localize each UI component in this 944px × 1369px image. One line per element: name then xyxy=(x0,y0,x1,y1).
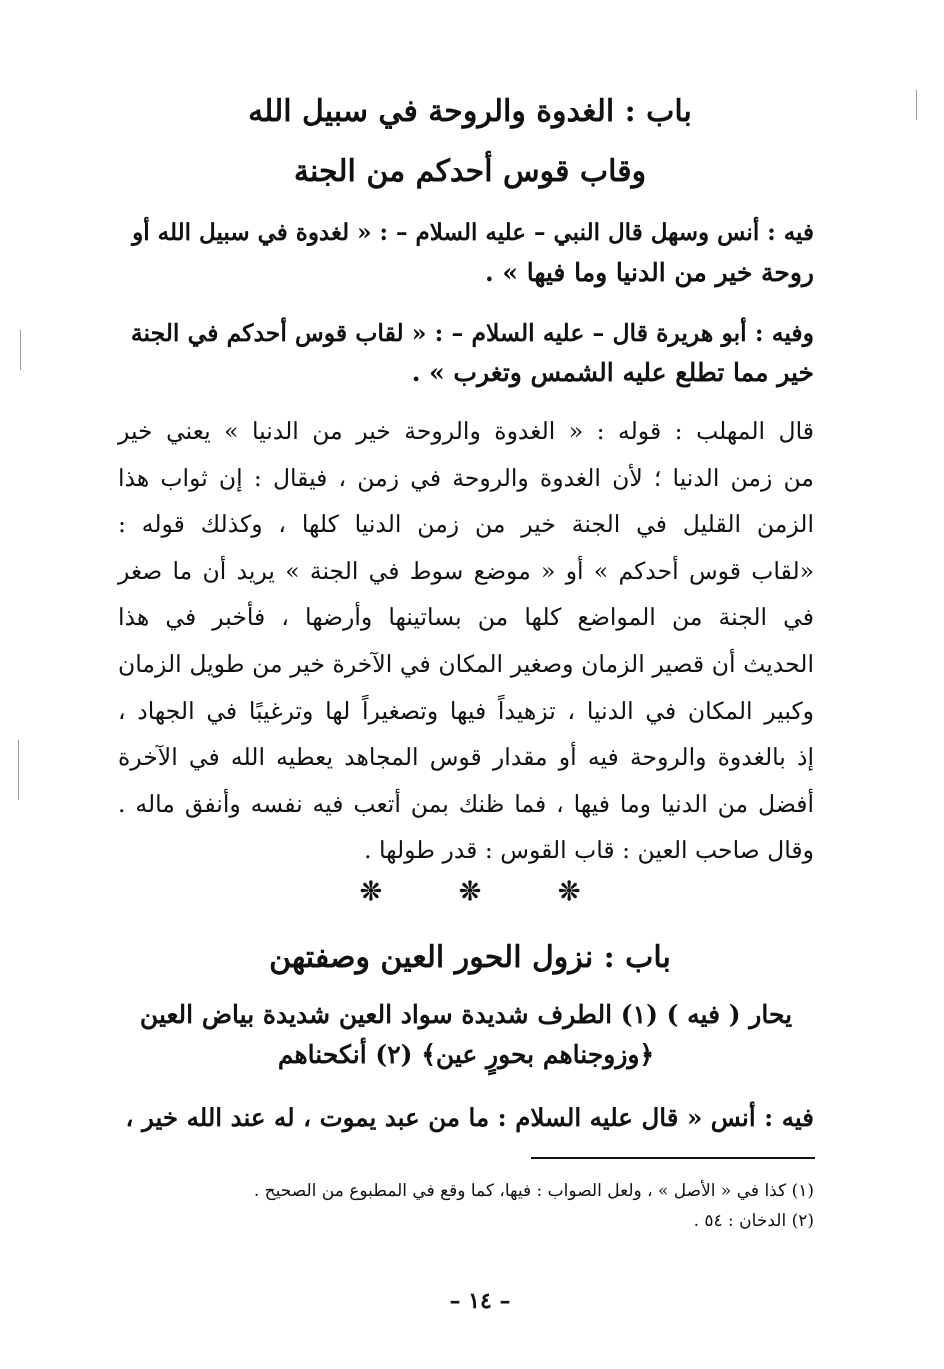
hadith-paragraph xyxy=(118,213,814,293)
scan-artifact xyxy=(20,330,21,370)
section-title: باب : نزول الحور العين وصفتهن xyxy=(269,940,671,975)
footnote: (٢) الدخان : ٥٤ . xyxy=(693,1211,814,1231)
commentary-line: أفضل من الدنيا وما فيها ، فما ظنك بمن أتعب فيه نفسه وأنفق ماله . xyxy=(118,789,814,818)
section-subtitle xyxy=(118,995,814,1075)
hadith-line: روحة خير من الدنيا وما فيها » . xyxy=(485,258,814,287)
subtitle-line: ﴿وزوجناهم بحورٍ عين﴾ (٢) أنكحناهم xyxy=(277,1040,655,1069)
section-title: باب : الغدوة والروحة في سبيل الله xyxy=(248,94,692,129)
star-ornament-icon: ❊ xyxy=(459,877,481,907)
hadith-line: خير مما تطلع عليه الشمس وتغرب » . xyxy=(411,358,814,387)
commentary-line: الزمن القليل في الجنة خير من زمن الدنيا كلها ، وكذلك قوله : xyxy=(118,510,814,539)
commentary-line: الحديث أن قصير الزمان وصغير المكان في الآخرة خير من طويل الزمان xyxy=(118,649,814,678)
commentary-line: في الجنة من المواضع كلها من بساتينها وأرضها ، فأخبر في هذا xyxy=(118,603,814,632)
section-title-continued: وقاب قوس أحدكم من الجنة xyxy=(293,154,647,189)
commentary-line: وكبير المكان في الدنيا ، تزهيداً فيها وتصغيراً لها وترغيبًا في الجهاد ، xyxy=(118,696,814,725)
footnotes xyxy=(118,1176,814,1236)
hadith-paragraph xyxy=(118,1098,814,1138)
hadith-line: فيه : أنس « قال عليه السلام : ما من عبد يموت ، له عند الله خير ، xyxy=(125,1103,814,1132)
subtitle-line: يحار ( فيه ) (١) الطرف شديدة سواد العين شديدة بياض العين xyxy=(139,1000,793,1029)
page-number: – ١٤ – xyxy=(449,1288,511,1314)
commentary-line: قال المهلب : قوله : « الغدوة والروحة خير من الدنيا » يعني خير xyxy=(118,417,814,445)
hadith-line: فيه : أنس وسهل قال النبي – عليه السلام – : « لغدوة في سبيل الله أو xyxy=(132,219,814,246)
footnote-divider xyxy=(531,1157,815,1159)
footnote: (١) كذا في « الأصل » ، ولعل الصواب : فيها، كما وقع في المطبوع من الصحيح . xyxy=(253,1181,814,1201)
section-separator xyxy=(360,877,580,907)
hadith-line: وفيه : أبو هريرة قال – عليه السلام – : « لقاب قوس أحدكم في الجنة xyxy=(130,319,814,347)
scan-artifact xyxy=(18,740,19,800)
commentary-paragraph xyxy=(118,408,814,874)
commentary-line: وقال صاحب العين : قاب القوس : قدر طولها . xyxy=(364,836,814,865)
star-ornament-icon: ❊ xyxy=(360,877,382,907)
commentary-line: إذ بالغدوة والروحة فيه أو مقدار قوس المجاهد يعطيه الله في الآخرة xyxy=(118,743,814,772)
commentary-line: «لقاب قوس أحدكم » أو « موضع سوط في الجنة » يريد أن ما صغر xyxy=(118,556,814,585)
star-ornament-icon: ❊ xyxy=(558,877,580,907)
commentary-line: من زمن الدنيا ؛ لأن الغدوة والروحة في زمن ، فيقال : إن ثواب هذا xyxy=(118,463,814,492)
scan-artifact xyxy=(916,90,917,120)
hadith-paragraph xyxy=(118,313,814,393)
